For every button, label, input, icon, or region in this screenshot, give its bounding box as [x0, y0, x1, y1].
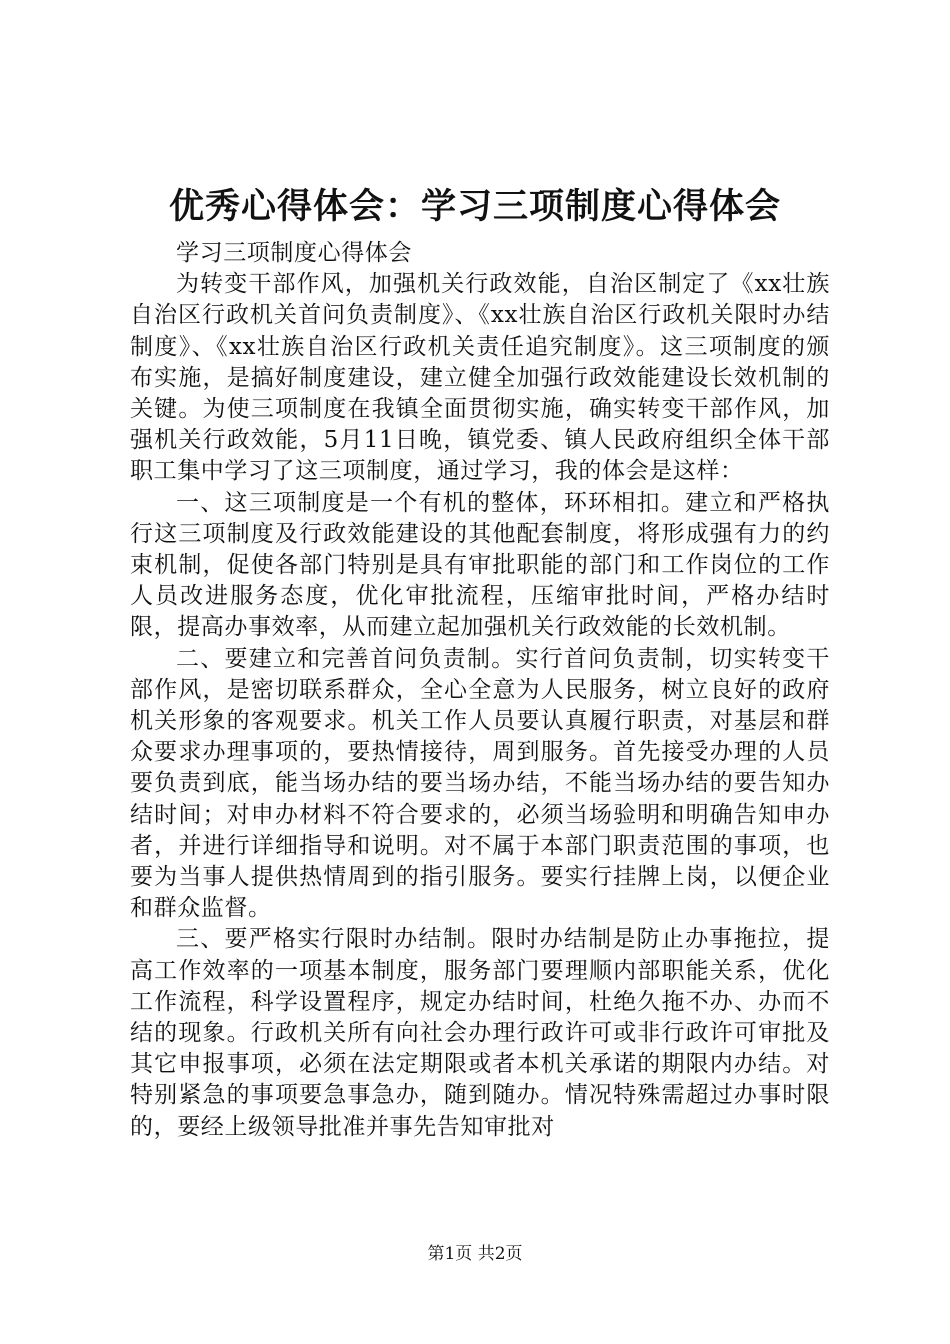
document-title: 优秀心得体会：学习三项制度心得体会 — [168, 186, 781, 227]
point-three-paragraph: 三、要严格实行限时办结制。限时办结制是防止办事拖拉，提高工作效率的一项基本制度，服务部门要理顺内部职能关系，优化工作流程，科学设置程序，规定办结时间，杜绝久拖不办、办而不结的现象。行政机关所有向社会办理行政许可或非行政许可审批及其它申报事项，必须在法定期限或者本机关承诺的期限内办结。对特别紧急的事项要急事急办，随到随办。情况特殊需超过办事时限的，要经上级领导批准并事先告知审批对 — [130, 926, 830, 1140]
intro-paragraph: 为转变干部作风，加强机关行政效能，自治区制定了《xx壮族自治区行政机关首问负责制度》、《xx壮族自治区行政机关限时办结制度》、《xx壮族自治区行政机关责任追究制度》。这三项制度的颁布实施，是搞好制度建设，建立健全加强行政效能建设长效机制的关键。为使三项制度在我镇全面贯彻实施，确实转变干部作风，加强机关行政效能，5月11日晚，镇党委、镇人民政府组织全体干部职工集中学习了这三项制度，通过学习，我的体会是这样： — [130, 271, 830, 485]
point-one-paragraph: 一、这三项制度是一个有机的整体，环环相扣。建立和严格执行这三项制度及行政效能建设的其他配套制度，将形成强有力的约束机制，促使各部门特别是具有审批职能的部门和工作岗位的工作人员改进服务态度，优化审批流程，压缩审批时间，严格办结时限，提高办事效率，从而建立起加强机关行政效能的长效机制。 — [130, 489, 830, 641]
point-two-paragraph: 二、要建立和完善首问负责制。实行首问负责制，切实转变干部作风，是密切联系群众，全心全意为人民服务，树立良好的政府机关形象的客观要求。机关工作人员要认真履行职责，对基层和群众要求办理事项的，要热情接待，周到服务。首先接受办理的人员要负责到底，能当场办结的要当场办结，不能当场办结的要告知办结时间；对申办材料不符合要求的，必须当场验明和明确告知申办者，并进行详细指导和说明。对不属于本部门职责范围的事项，也要为当事人提供热情周到的指引服务。要实行挂牌上岗，以便企业和群众监督。 — [130, 645, 830, 922]
subtitle-paragraph: 学习三项制度心得体会 — [176, 240, 412, 266]
page-number-footer: 第1页 共2页 — [427, 1244, 523, 1264]
document-body — [130, 238, 830, 1143]
